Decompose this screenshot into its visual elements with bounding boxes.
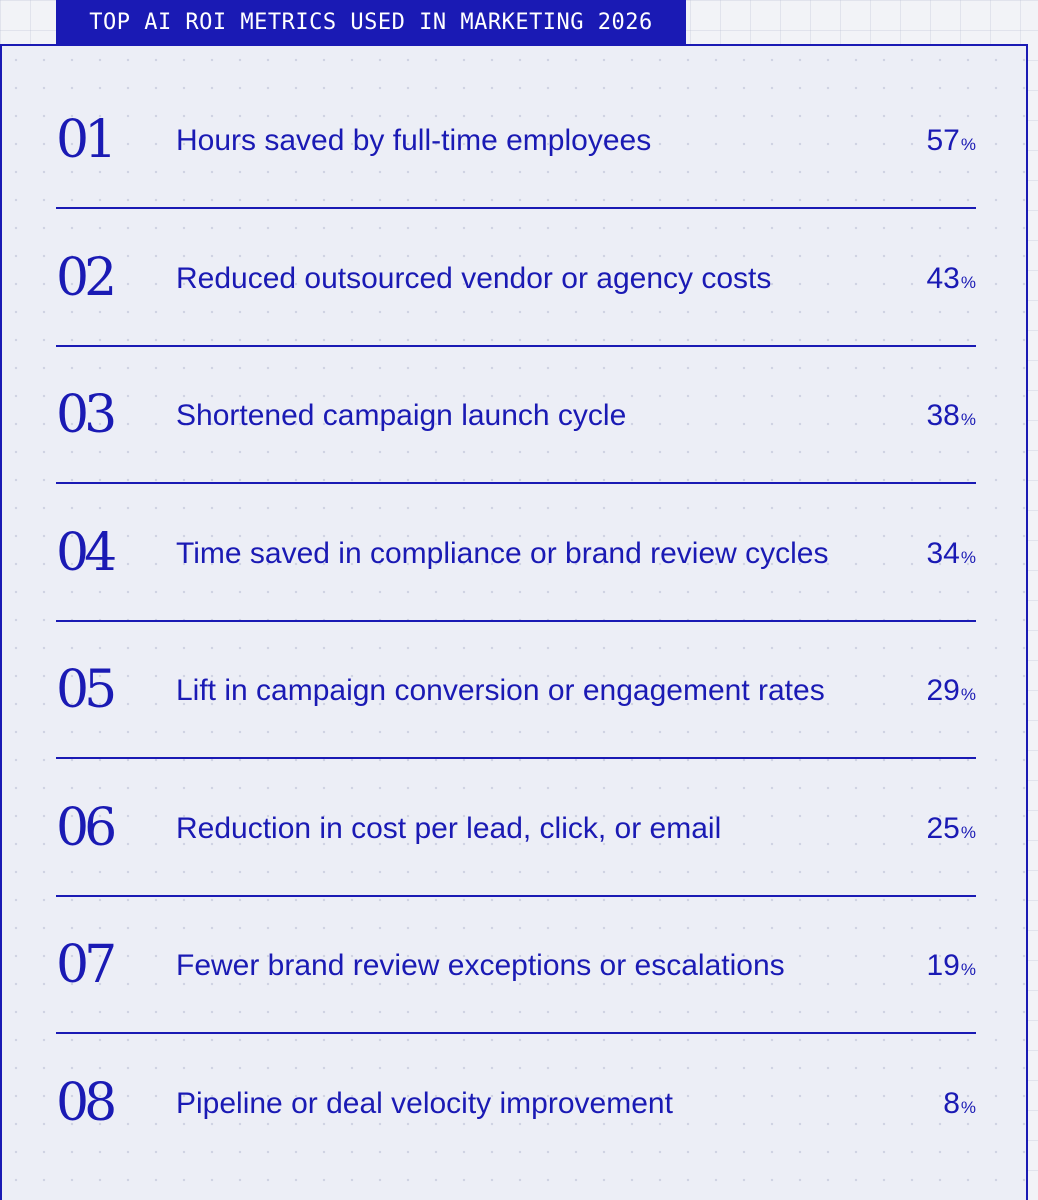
- metric-value: [927, 485, 977, 622]
- metric-value: [927, 347, 977, 484]
- metric-value: [943, 1035, 976, 1172]
- metric-value: [927, 210, 977, 347]
- metric-value: [927, 897, 977, 1034]
- metric-percent: 43: [926, 262, 960, 295]
- metric-label: Fewer brand review exceptions or escalations: [176, 949, 785, 982]
- metric-row: [56, 347, 976, 484]
- metric-row: [56, 210, 976, 347]
- metric-label: Time saved in compliance or brand review cycles: [176, 537, 829, 570]
- metric-percent: 8: [943, 1087, 960, 1120]
- metric-number: 03: [56, 385, 113, 445]
- percent-sign: %: [960, 685, 976, 704]
- metric-label: Pipeline or deal velocity improvement: [176, 1087, 673, 1120]
- metric-row: [56, 485, 976, 622]
- metric-row: [56, 72, 976, 209]
- percent-sign: %: [960, 1098, 976, 1117]
- metric-label: Shortened campaign launch cycle: [176, 399, 627, 432]
- metric-row: [56, 1035, 976, 1172]
- percent-sign: %: [960, 548, 976, 567]
- metric-row: [56, 897, 976, 1034]
- metric-label: Lift in campaign conversion or engagement rates: [176, 674, 825, 707]
- metric-number: 07: [56, 935, 113, 995]
- percent-sign: %: [960, 135, 976, 154]
- metric-row: [56, 760, 976, 897]
- metric-percent: 34: [926, 537, 960, 570]
- metric-percent: 38: [926, 399, 960, 432]
- percent-sign: %: [960, 273, 976, 292]
- metric-number: 01: [56, 110, 113, 170]
- metric-value: [927, 760, 977, 897]
- metric-percent: 29: [926, 674, 960, 707]
- title-tab: [56, 0, 686, 44]
- metric-label: Reduced outsourced vendor or agency costs: [176, 262, 772, 295]
- metric-percent: 19: [926, 949, 960, 982]
- percent-sign: %: [960, 960, 976, 979]
- page-title: TOP AI ROI METRICS USED IN MARKETING 2026: [89, 9, 653, 35]
- metric-value: [927, 622, 977, 759]
- metric-label: Hours saved by full-time employees: [176, 124, 652, 157]
- metric-number: 04: [56, 523, 113, 583]
- metric-percent: 25: [926, 812, 960, 845]
- metric-number: 05: [56, 660, 113, 720]
- metric-number: 08: [56, 1073, 113, 1133]
- metric-label: Reduction in cost per lead, click, or email: [176, 812, 722, 845]
- metric-number: 06: [56, 798, 113, 858]
- metric-row: [56, 622, 976, 759]
- percent-sign: %: [960, 823, 976, 842]
- percent-sign: %: [960, 410, 976, 429]
- metric-value: [927, 72, 977, 209]
- metric-number: 02: [56, 248, 113, 308]
- metric-percent: 57: [926, 124, 960, 157]
